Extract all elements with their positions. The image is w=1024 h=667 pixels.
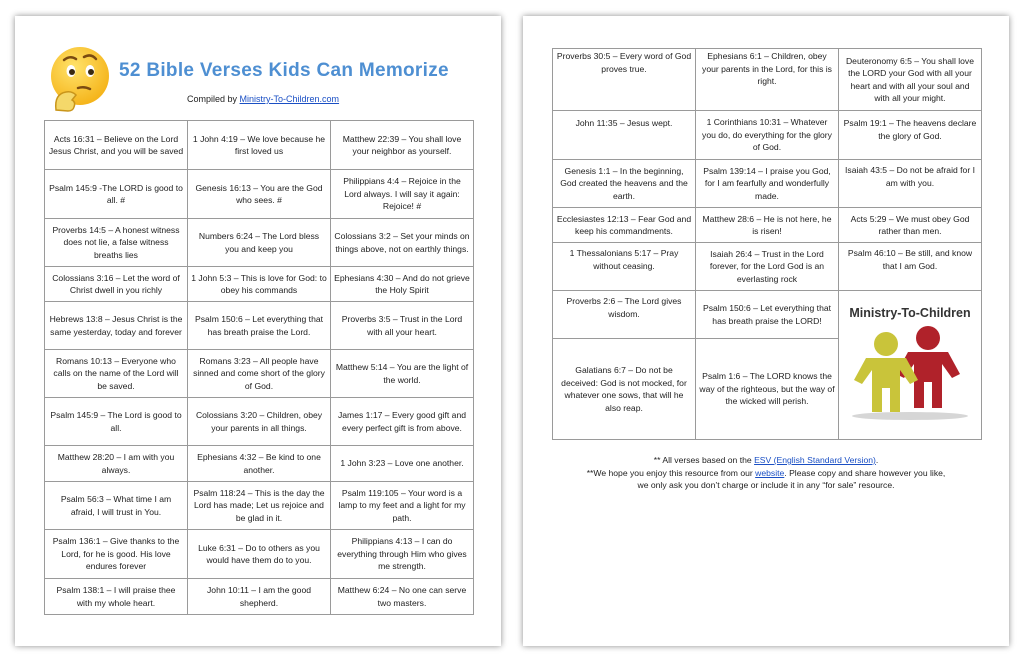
footer-line-3: we only ask you don’t charge or include it in any “for sale” resource. <box>637 480 895 490</box>
verse-cell: Psalm 150:6 – Let everything that has breath praise the LORD! <box>696 291 839 339</box>
table-row <box>45 302 474 350</box>
footer-line-1 <box>523 454 1009 467</box>
verse-cell: Colossians 3:20 – Children, obey your parents in all things. <box>188 398 331 446</box>
table-row <box>553 208 982 243</box>
table-row <box>45 170 474 219</box>
verse-cell: Romans 10:13 – Everyone who calls on the name of the Lord will be saved. <box>45 350 188 398</box>
table-row <box>45 446 474 482</box>
verse-cell: Numbers 6:24 – The Lord bless you and keep you <box>188 219 331 267</box>
verse-cell: Philippians 4:13 – I can do everything through Him who gives me strength. <box>331 530 474 579</box>
verse-cell: Psalm 56:3 – What time I am afraid, I will trust in You. <box>45 482 188 530</box>
compiled-by-line <box>187 94 339 104</box>
verse-cell: Colossians 3:2 – Set your minds on things above, not on earthly things. <box>331 219 474 267</box>
verse-cell: Acts 16:31 – Believe on the Lord Jesus Christ, and you will be saved <box>45 121 188 170</box>
verse-cell: Romans 3:23 – All people have sinned and come short of the glory of God. <box>188 350 331 398</box>
verse-cell: Philippians 4:4 – Rejoice in the Lord always. I will say it again: Rejoice! # <box>331 170 474 219</box>
verse-cell: Proverbs 3:5 – Trust in the Lord with all your heart. <box>331 302 474 350</box>
verse-cell: Psalm 150:6 – Let everything that has breath praise the Lord. <box>188 302 331 350</box>
verse-cell: Isaiah 26:4 – Trust in the Lord forever, for the Lord God is an everlasting rock <box>696 243 839 291</box>
table-row <box>553 49 982 111</box>
verse-cell: Matthew 28:20 – I am with you always. <box>45 446 188 482</box>
verse-cell: Psalm 136:1 – Give thanks to the Lord, for he is good. His love endures forever <box>45 530 188 579</box>
table-row <box>553 243 982 291</box>
verse-cell: Matthew 22:39 – You shall love your neighbor as yourself. <box>331 121 474 170</box>
verse-cell: Psalm 138:1 – I will praise thee with my whole heart. <box>45 579 188 615</box>
worksheet-page-2 <box>523 16 1009 646</box>
footer-line-2 <box>523 467 1009 480</box>
footer-text: **We hope you enjoy this resource from our <box>586 467 756 478</box>
verse-cell: Psalm 1:6 – The LORD knows the way of the righteous, but the way of the wicked will perish. <box>696 339 839 440</box>
table-row <box>553 291 982 339</box>
verse-cell: Isaiah 43:5 – Do not be afraid for I am with you. <box>839 160 982 208</box>
footer-text: ** All verses based on the <box>653 455 755 465</box>
verse-cell: Psalm 19:1 – The heavens declare the glory of God. <box>839 111 982 160</box>
verse-cell: Matthew 6:24 – No one can serve two masters. <box>331 579 474 615</box>
verse-cell: Proverbs 2:6 – The Lord gives wisdom. <box>553 291 696 339</box>
verse-cell: Psalm 46:10 – Be still, and know that I am God. <box>839 243 982 291</box>
verse-cell: Matthew 28:6 – He is not here, he is risen! <box>696 208 839 243</box>
table-row <box>553 111 982 160</box>
verse-cell: John 10:11 – I am the good shepherd. <box>188 579 331 615</box>
verse-cell: James 1:17 – Every good gift and every perfect gift is from above. <box>331 398 474 446</box>
verse-cell: Ephesians 4:30 – And do not grieve the Holy Spirit <box>331 267 474 302</box>
verse-cell: Psalm 145:9 – The Lord is good to all. <box>45 398 188 446</box>
verse-cell: Colossians 3:16 – Let the word of Christ dwell in you richly <box>45 267 188 302</box>
verse-table-page-2 <box>552 48 982 440</box>
website-link[interactable]: website <box>755 467 785 478</box>
verse-cell: Luke 6:31 – Do to others as you would have them do to you. <box>188 530 331 579</box>
verse-cell: Psalm 139:14 – I praise you God, for I am fearfully and wonderfully made. <box>696 160 839 208</box>
verse-cell: Ephesians 4:32 – Be kind to one another. <box>188 446 331 482</box>
verse-cell: 1 Thessalonians 5:17 – Pray without ceasing. <box>553 243 696 291</box>
verse-cell: Genesis 1:1 – In the beginning, God created the heavens and the earth. <box>553 160 696 208</box>
verse-cell: Psalm 145:9 -The LORD is good to all. # <box>45 170 188 219</box>
verse-cell: John 11:35 – Jesus wept. <box>553 111 696 160</box>
verse-cell: Acts 5:29 – We must obey God rather than men. <box>839 208 982 243</box>
verse-cell: Galatians 6:7 – Do not be deceived: God is not mocked, for whatever one sows, that will he also reap. <box>553 339 696 440</box>
esv-link[interactable]: ESV (English Standard Version) <box>754 455 876 465</box>
ministry-logo <box>839 291 982 440</box>
verse-cell: 1 Corinthians 10:31 – Whatever you do, do everything for the glory of God. <box>696 111 839 160</box>
verse-cell: Proverbs 14:5 – A honest witness does not lie, a false witness breaths lies <box>45 219 188 267</box>
table-row <box>553 160 982 208</box>
verse-cell: Genesis 16:13 – You are the God who sees. # <box>188 170 331 219</box>
paper-people-icon <box>840 320 981 422</box>
footer-text: . Please copy and share however you like, <box>784 467 946 478</box>
table-row <box>45 350 474 398</box>
verse-cell: Matthew 5:14 – You are the light of the world. <box>331 350 474 398</box>
compiled-by-label: Compiled by <box>187 94 240 104</box>
verse-cell: Proverbs 30:5 – Every word of God proves true. <box>553 49 696 111</box>
footer-text: . <box>875 455 879 465</box>
verse-table-page-1 <box>44 120 474 615</box>
footer-notes <box>523 454 1009 492</box>
table-row <box>45 219 474 267</box>
table-row <box>45 398 474 446</box>
table-row <box>45 121 474 170</box>
verse-cell: 1 John 5:3 – This is love for God: to obey his commands <box>188 267 331 302</box>
verse-cell: Ecclesiastes 12:13 – Fear God and keep his commandments. <box>553 208 696 243</box>
worksheet-page-1 <box>15 16 501 646</box>
verse-cell: Psalm 119:105 – Your word is a lamp to my feet and a light for my path. <box>331 482 474 530</box>
table-row <box>45 482 474 530</box>
verse-cell: 1 John 4:19 – We love because he first loved us <box>188 121 331 170</box>
page-title: 52 Bible Verses Kids Can Memorize <box>119 60 449 81</box>
logo-text: Ministry-To-Children <box>849 306 971 320</box>
verse-cell: Psalm 118:24 – This is the day the Lord has made; Let us rejoice and be glad in it. <box>188 482 331 530</box>
thinking-face-icon <box>48 44 112 114</box>
verse-cell: Deuteronomy 6:5 – You shall love the LORD your God with all your heart and with all your soul and with all your might. <box>839 49 982 111</box>
table-row <box>45 267 474 302</box>
table-row <box>45 530 474 579</box>
table-row <box>45 579 474 615</box>
verse-cell: Hebrews 13:8 – Jesus Christ is the same yesterday, today and forever <box>45 302 188 350</box>
verse-cell: Ephesians 6:1 – Children, obey your parents in the Lord, for this is right. <box>696 49 839 111</box>
verse-cell: 1 John 3:23 – Love one another. <box>331 446 474 482</box>
ministry-to-children-link[interactable]: Ministry-To-Children.com <box>239 94 340 104</box>
